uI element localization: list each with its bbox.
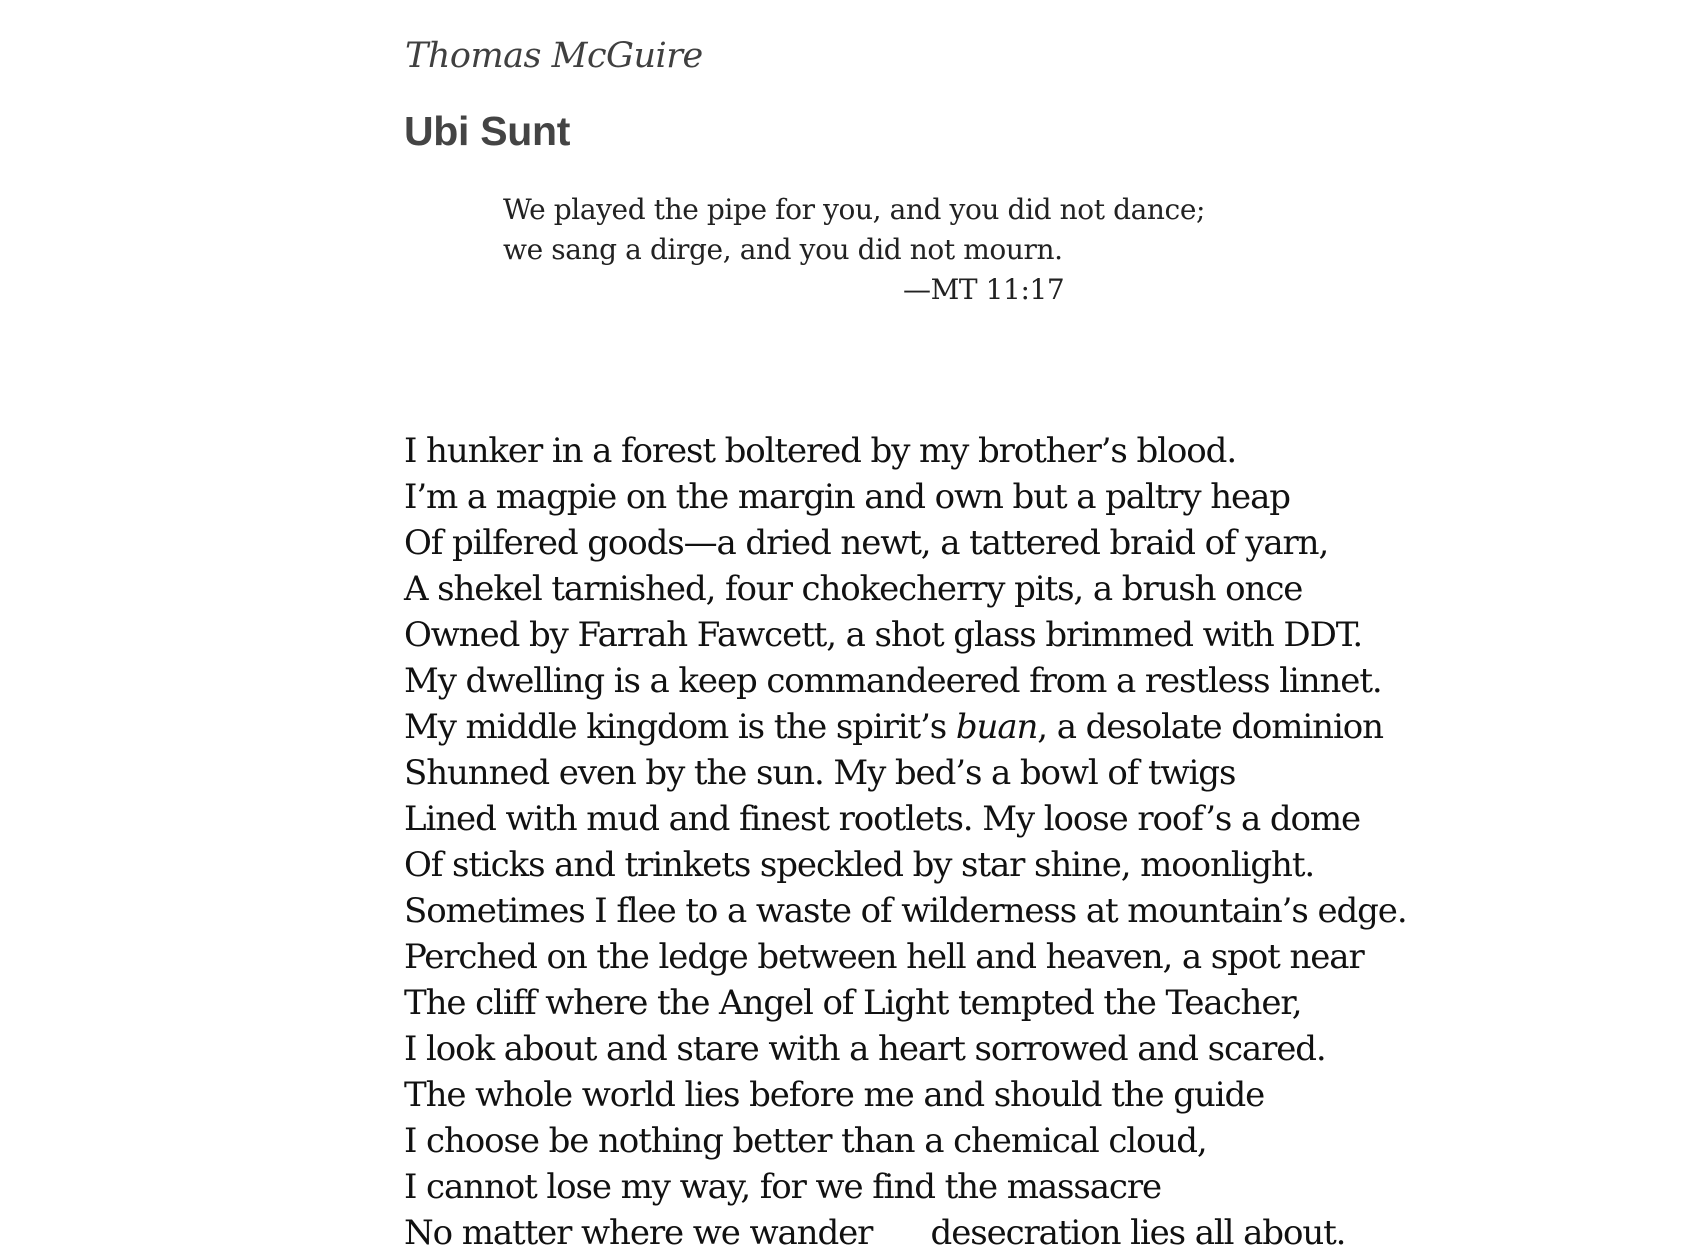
poem-line: Of pilfered goods—a dried newt, a tattered braid of yarn, <box>404 523 1329 563</box>
poem-body <box>404 428 1407 1256</box>
poem-line: Perched on the ledge between hell and heaven, a spot near <box>404 937 1364 977</box>
epigraph-source: —MT 11:17 <box>903 273 1065 306</box>
poem-italic-word: buan <box>955 707 1038 747</box>
poem-line: Lined with mud and finest rootlets. My loose roof’s a dome <box>404 799 1361 839</box>
poem-line: I’m a magpie on the margin and own but a paltry heap <box>404 477 1290 517</box>
poem-line: Sometimes I flee to a waste of wilderness at mountain’s edge. <box>404 891 1407 931</box>
poem-line: Owned by Farrah Fawcett, a shot glass brimmed with DDT. <box>404 615 1363 655</box>
epigraph <box>503 190 1205 310</box>
poem-line: The whole world lies before me and should the guide <box>404 1075 1265 1115</box>
poem-line: A shekel tarnished, four chokecherry pits, a brush once <box>404 569 1303 609</box>
epigraph-line: We played the pipe for you, and you did not dance; <box>503 193 1206 226</box>
poem-line: No matter where we wander desecration lies all about. <box>404 1213 1346 1253</box>
poem-line: Of sticks and trinkets speckled by star shine, moonlight. <box>404 845 1315 885</box>
poem-line: I cannot lose my way, for we find the massacre <box>404 1167 1161 1207</box>
author-name: Thomas McGuire <box>405 36 703 76</box>
poem-line-start: My middle kingdom is the spirit’s <box>404 707 956 747</box>
poem-line <box>404 704 1407 750</box>
poem-line: I hunker in a forest boltered by my brother’s blood. <box>404 431 1237 471</box>
poem-line-end: , a desolate dominion <box>1037 707 1383 747</box>
poem-line: I look about and stare with a heart sorrowed and scared. <box>404 1029 1326 1069</box>
poem-line: The cliff where the Angel of Light tempted the Teacher, <box>404 983 1302 1023</box>
poem-line: Shunned even by the sun. My bed’s a bowl of twigs <box>404 753 1236 793</box>
poem-line: My dwelling is a keep commandeered from a restless linnet. <box>404 661 1382 701</box>
epigraph-line: we sang a dirge, and you did not mourn. <box>503 233 1063 266</box>
poem-title: Ubi Sunt <box>404 108 571 154</box>
poem-line: I choose be nothing better than a chemical cloud, <box>404 1121 1207 1161</box>
